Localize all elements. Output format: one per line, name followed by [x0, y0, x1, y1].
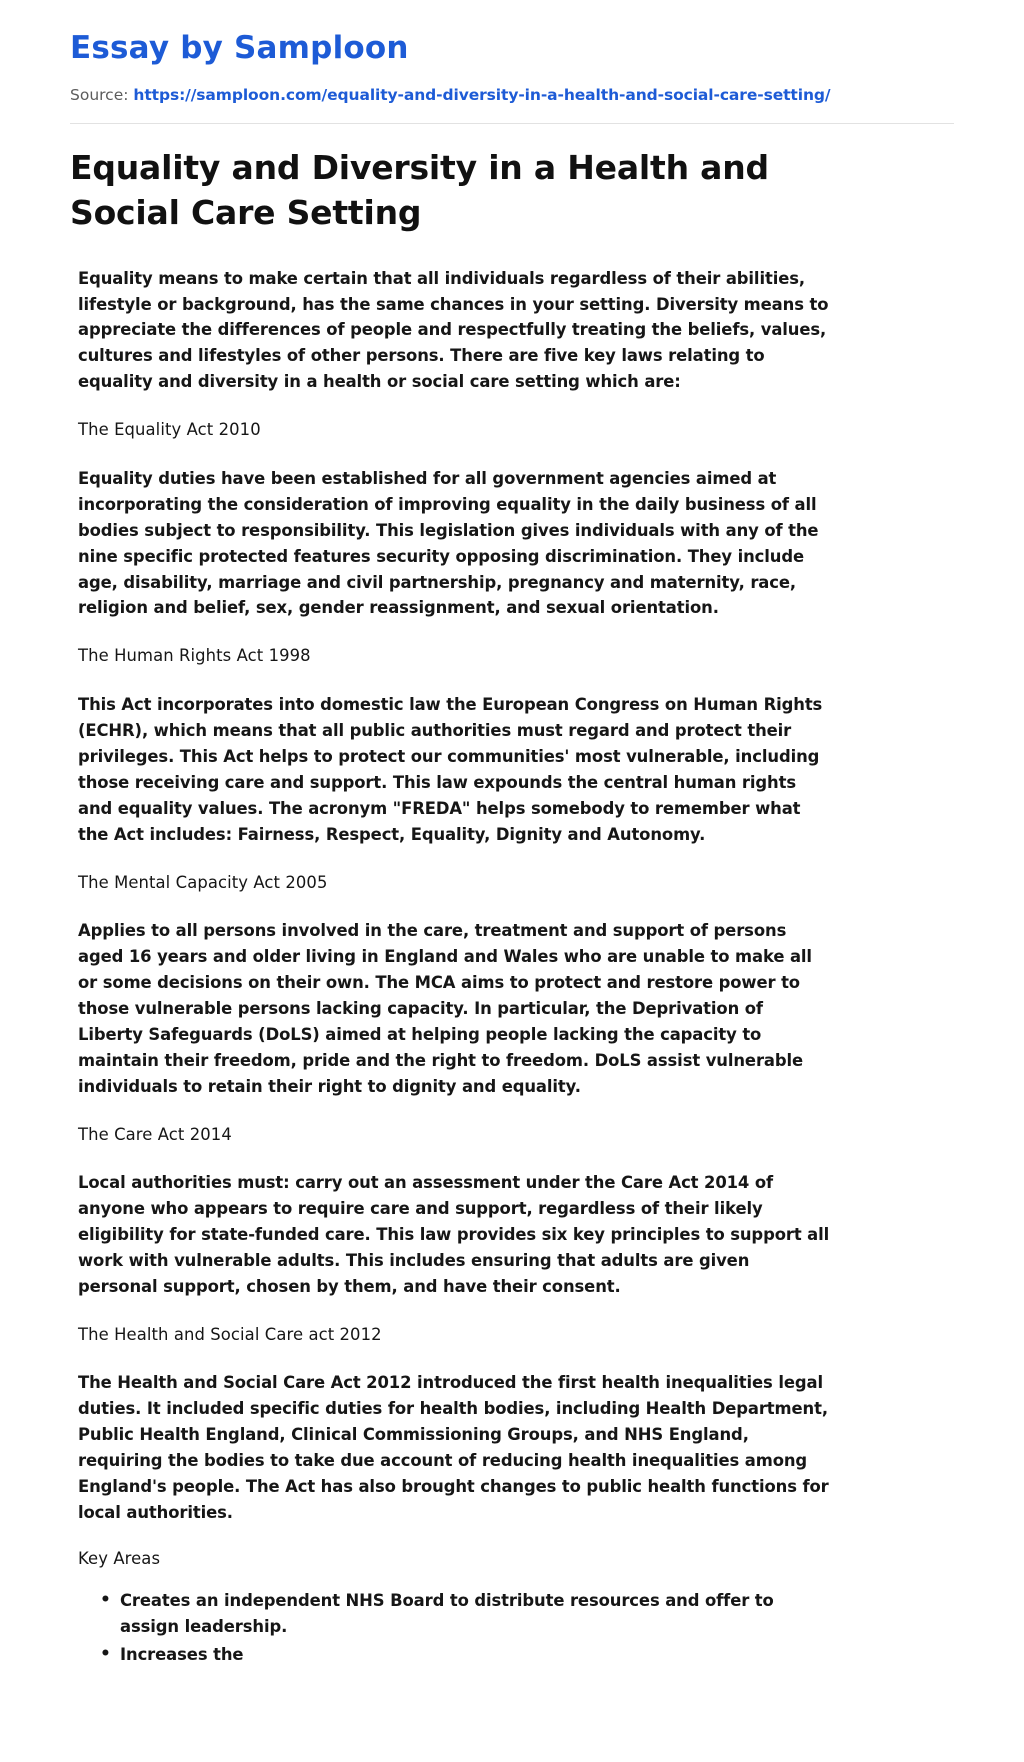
paragraph-equality-act-2010: Equality duties have been established for all government agencies aimed at incorporating the consideration of improving equality in the daily business of all bodies subject to responsibility. This legislation gives individuals with any of the nine specific protected features security opposing discrimination. They include age, disability, marriage and civil partnership, pregnancy and maternity, race, religion and belief, sex, gender reassignment, and sexual orientation.	[78, 468, 819, 618]
section-heading-mental-capacity-act-2005: The Mental Capacity Act 2005	[78, 872, 328, 892]
source-url-link[interactable]: https://samploon.com/equality-and-diversity-in-a-health-and-social-care-setting/	[133, 86, 831, 105]
section-heading-equality-act-2010: The Equality Act 2010	[78, 420, 261, 440]
section-heading-health-and-social-care-act-2012: The Health and Social Care act 2012	[78, 1324, 382, 1344]
list-item: • Creates an independent NHS Board to distribute resources and offer to assign leadership.	[120, 1588, 835, 1641]
header-divider	[70, 123, 954, 124]
paragraph-health-and-social-care-act-2012: The Health and Social Care Act 2012 introduced the first health inequalities legal duties. It included specific duties for health bodies, including Health Department, Public Health England, Clinical Commissioning Groups, and NHS England, requiring the bodies to take due account of reducing health inequalities among England's people. The Act has also brought changes to public health functions for local authorities.	[78, 1373, 829, 1523]
section-heading-care-act-2014: The Care Act 2014	[78, 1124, 232, 1144]
section-heading-key-areas: Key Areas	[78, 1548, 161, 1568]
paragraph-mental-capacity-act-2005: Applies to all persons involved in the care, treatment and support of persons aged 16 years and older living in England and Wales who are unable to make all or some decisions on their own. The MCA aims to protect and restore power to those vulnerable persons lacking capacity. In particular, the Deprivation of Liberty Safeguards (DoLS) aimed at helping people lacking the capacity to maintain their freedom, pride and the right to freedom. DoLS assist vulnerable individuals to retain their right to dignity and equality.	[78, 921, 812, 1096]
paragraph-intro: Equality means to make certain that all individuals regardless of their abilities, lifestyle or background, has the same chances in your setting. Diversity means to appreciate the differences of people and respectfully treating the beliefs, values, cultures and lifestyles of other persons. There are five key laws relating to equality and diversity in a health or social care setting which are:	[78, 268, 829, 392]
key-areas-list	[78, 1588, 954, 1669]
paragraph-human-rights-act-1998: This Act incorporates into domestic law the European Congress on Human Rights (ECHR), which means that all public authorities must regard and protect their privileges. This Act helps to protect our communities' most vulnerable, including those receiving care and support. This law expounds the central human rights and equality values. The acronym "FREDA" helps somebody to remember what the Act includes: Fairness, Respect, Equality, Dignity and Autonomy.	[78, 694, 823, 844]
paragraph-care-act-2014: Local authorities must: carry out an assessment under the Care Act 2014 of anyone who appears to require care and support, regardless of their likely eligibility for state-funded care. This law provides six key principles to support all work with vulnerable adults. This includes ensuring that adults are given personal support, chosen by them, and have their consent.	[78, 1173, 830, 1296]
list-item: • Increases the	[120, 1642, 835, 1668]
section-heading-human-rights-act-1998: The Human Rights Act 1998	[78, 646, 311, 666]
site-logo[interactable]: Essay by Samploon	[70, 30, 409, 66]
article-body	[70, 266, 954, 1669]
source-row	[70, 85, 954, 107]
page-title: Equality and Diversity in a Health and Social Care Setting	[70, 147, 769, 232]
source-label: Source:	[70, 86, 129, 105]
